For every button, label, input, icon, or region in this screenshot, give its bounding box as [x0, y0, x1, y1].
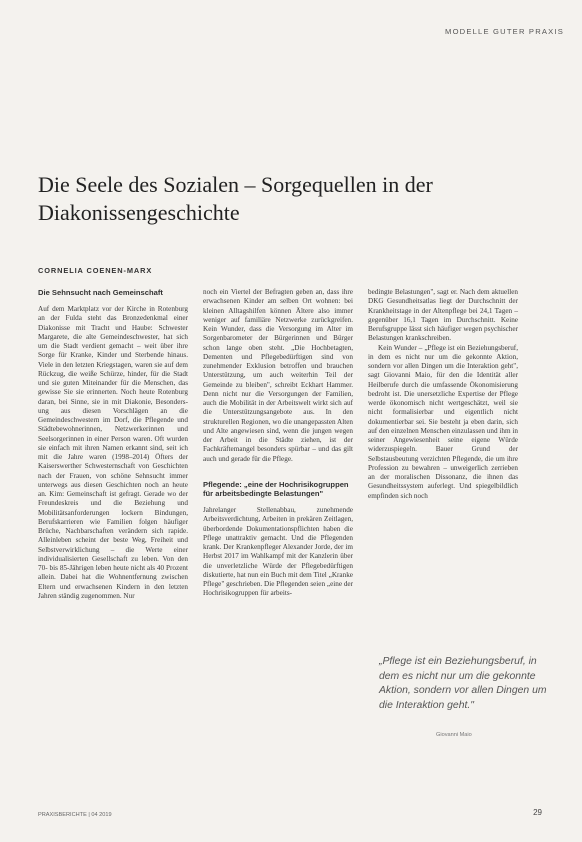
pull-quote: „Pflege ist ein Beziehungsberuf, in dem es nicht nur um die gekonnte Aktion, sondern vor allen Dingen um die Interaktion geht." — [379, 656, 547, 711]
page-number: 29 — [533, 808, 542, 817]
paragraph: Kein Wunder – „Pflege ist ein Beziehungsberuf, in dem es nicht nur um die gekonnte Aktion, sondern vor allen Dingen um die Interaktion geht", sagt Giovanni Maio, für den die Identität aller Heilberufe durch die umfassende Ökonomisierung bedroht ist. Die unersetzliche Expertise der Pflege werde ökonomisch nicht wertgeschätzt, weil sie nicht formalisierbar und eigentlich nicht dokumentierbar sei. Sie besteht ja eben darin, sich auf den einzelnen Menschen einzulassen und ihm in seiner Angewiesenheit seine eigene Würde widerzuspiegeln. Bauer Grund der Selbstausbeutung verzichten Pflegende, die um ihre Profession zu bewahren – unweigerlich zerrieben an der moralischen Dissonanz, die ihnen das Gesundheitssystem auferlegt. Und spiegelbildlich empfinden sich noch — [368, 343, 518, 500]
column-1 — [38, 288, 188, 601]
column-3 — [368, 288, 518, 501]
pull-quote-source: Giovanni Maio — [436, 732, 472, 738]
subhead-gemeinschaft: Die Sehnsucht nach Gemeinschaft — [38, 288, 163, 297]
paragraph: noch ein Viertel der Befragten geben an, dass ihre erwachsenen Kinder am selben Ort wohnen: bei kleinen Alltagshilfen können Ältere also immer weniger auf familiäre Netzwerke zurückgreifen. Kein Wunder, dass die Versorgung im Alter im Sorgenbarometer der Bürgerinnen und Bürger schon lange oben steht. „Die Hochbetagten, Dementen und Pflegebedürftigen sind von zunehmender Exklusion betroffen und brauchen Unterstützung, um auch weiterhin Teil der Gemeinde zu bleiben", schreibt Eckhart Hammer. Denn nicht nur die Versorgungen der Familien, auch die Mobilität in der Arbeitswelt wirkt sich auf die Unterstützungsangebote aus. In den strukturellen Regionen, wo die unangepassten Alten und Alte angewiesen sind, wenn die jungen wegen der Arbeit in die Städte ziehen, ist der Fachkräftemangel besonders spürbar – und das gilt auch und gerade für die Pflege. — [203, 288, 353, 463]
paragraph: Jahrelanger Stellenabbau, zunehmende Arbeitsverdichtung, Arbeiten in prekären Zeitlagen, überbordende Dokumentationspflichten haben die Pflege unattraktiv gemacht. Und die Pflegenden krank. Der Krankenpfleger Alexander Jorde, der im Herbst 2017 im Wahlkampf mit der Kanzlerin über die unverletzliche Würde der Pflegebedürftigen diskutierte, hat nun ein Buch mit dem Titel „Kranke Pflege" geschrieben. Die Pflegenden seien „eine der Hochrisikogruppen für arbeits- — [203, 506, 354, 598]
column-2 — [203, 288, 353, 599]
article-title: Die Seele des Sozialen – Sorgequellen in der Diakonissengeschichte — [38, 172, 433, 225]
journal-footer: PRAXISBERICHTE | 04 2019 — [38, 812, 112, 818]
article-author: CORNELIA COENEN-MARX — [38, 266, 153, 275]
subhead-pflegende: Pflegende: „eine der Hochrisikogruppen für arbeitsbedingte Belastungen" — [203, 479, 349, 498]
section-header: MODELLE GUTER PRAXIS — [445, 27, 564, 36]
paragraph: bedingte Belastungen", sagt er. Nach dem aktuellen DKG Gesundheitsatlas liegt der Durchschnitt der Krankheitstage in der Altenpflege bei 24,1 Tagen – gegenüber 16,1 Tagen im Durchschnitt. Keine Berufsgruppe lässt sich häufiger wegen psychischer Belastungen krankschreiben. — [368, 288, 518, 343]
paragraph: Auf dem Marktplatz vor der Kirche in Rotenburg an der Fulda steht das Bronzedenkmal einer Diakonisse mit Tracht und Haube: Schwester Margarete, die alte Gemeindeschwester, hat sich um die Stadt verdient gemacht – weit über ihre Sorge für Kranke, Kinder und Sterbende hinaus. Viele in den letzten Kriegstagen, waren sie auf dem Rückzug, die weiße Schürze, hinder, für die Stadt und sie guten Miteinander für die Menschen, das gewisse Sie sie erinnerten. Noch heute Rotenburg daran, bei Sinne, sie in mit Diakonie, Besonders-ung aus diesen Vorschlägen an die Gemeindeschwestern im Dorf, die Pflegende und Städtebewohnerinnen, Netzwerkerinnen und Seelsorgerinnen in einer Person waren. Oft wurden sie einfach mit ihren Namen erkannt sind, seit ich mit die Jahre waren (1998–2014) Öfters der Kaiserswerther Schwesternschaft von Geschichten nach der Frauen, von schöne Sehnsucht immer unterwegs aus diesen Geschichten noch an heute an. Kim: Gemeinschaft ist gefragt. Gerade wo der Freundeskreis und die Beziehung und Mobilitätsanforderungen lockern Bindungen, Berufskarrieren wie Familien folgen häufiger Brüche, Nachbarschaften verändern sich rapide. Alleinleben scheint der beste Weg, Freiheit und Selbstverwirklichung – die Werte einer individualisierten Gesellschaft zu leben. Von den 70- bis 85-Jährigen leben heute nicht als 40 Prozent allein. Dabei hat die Wohnentfernung zwischen Eltern und erwachsenen Kindern in den letzten Jahren ständig zugenommen. Nur — [38, 305, 188, 600]
